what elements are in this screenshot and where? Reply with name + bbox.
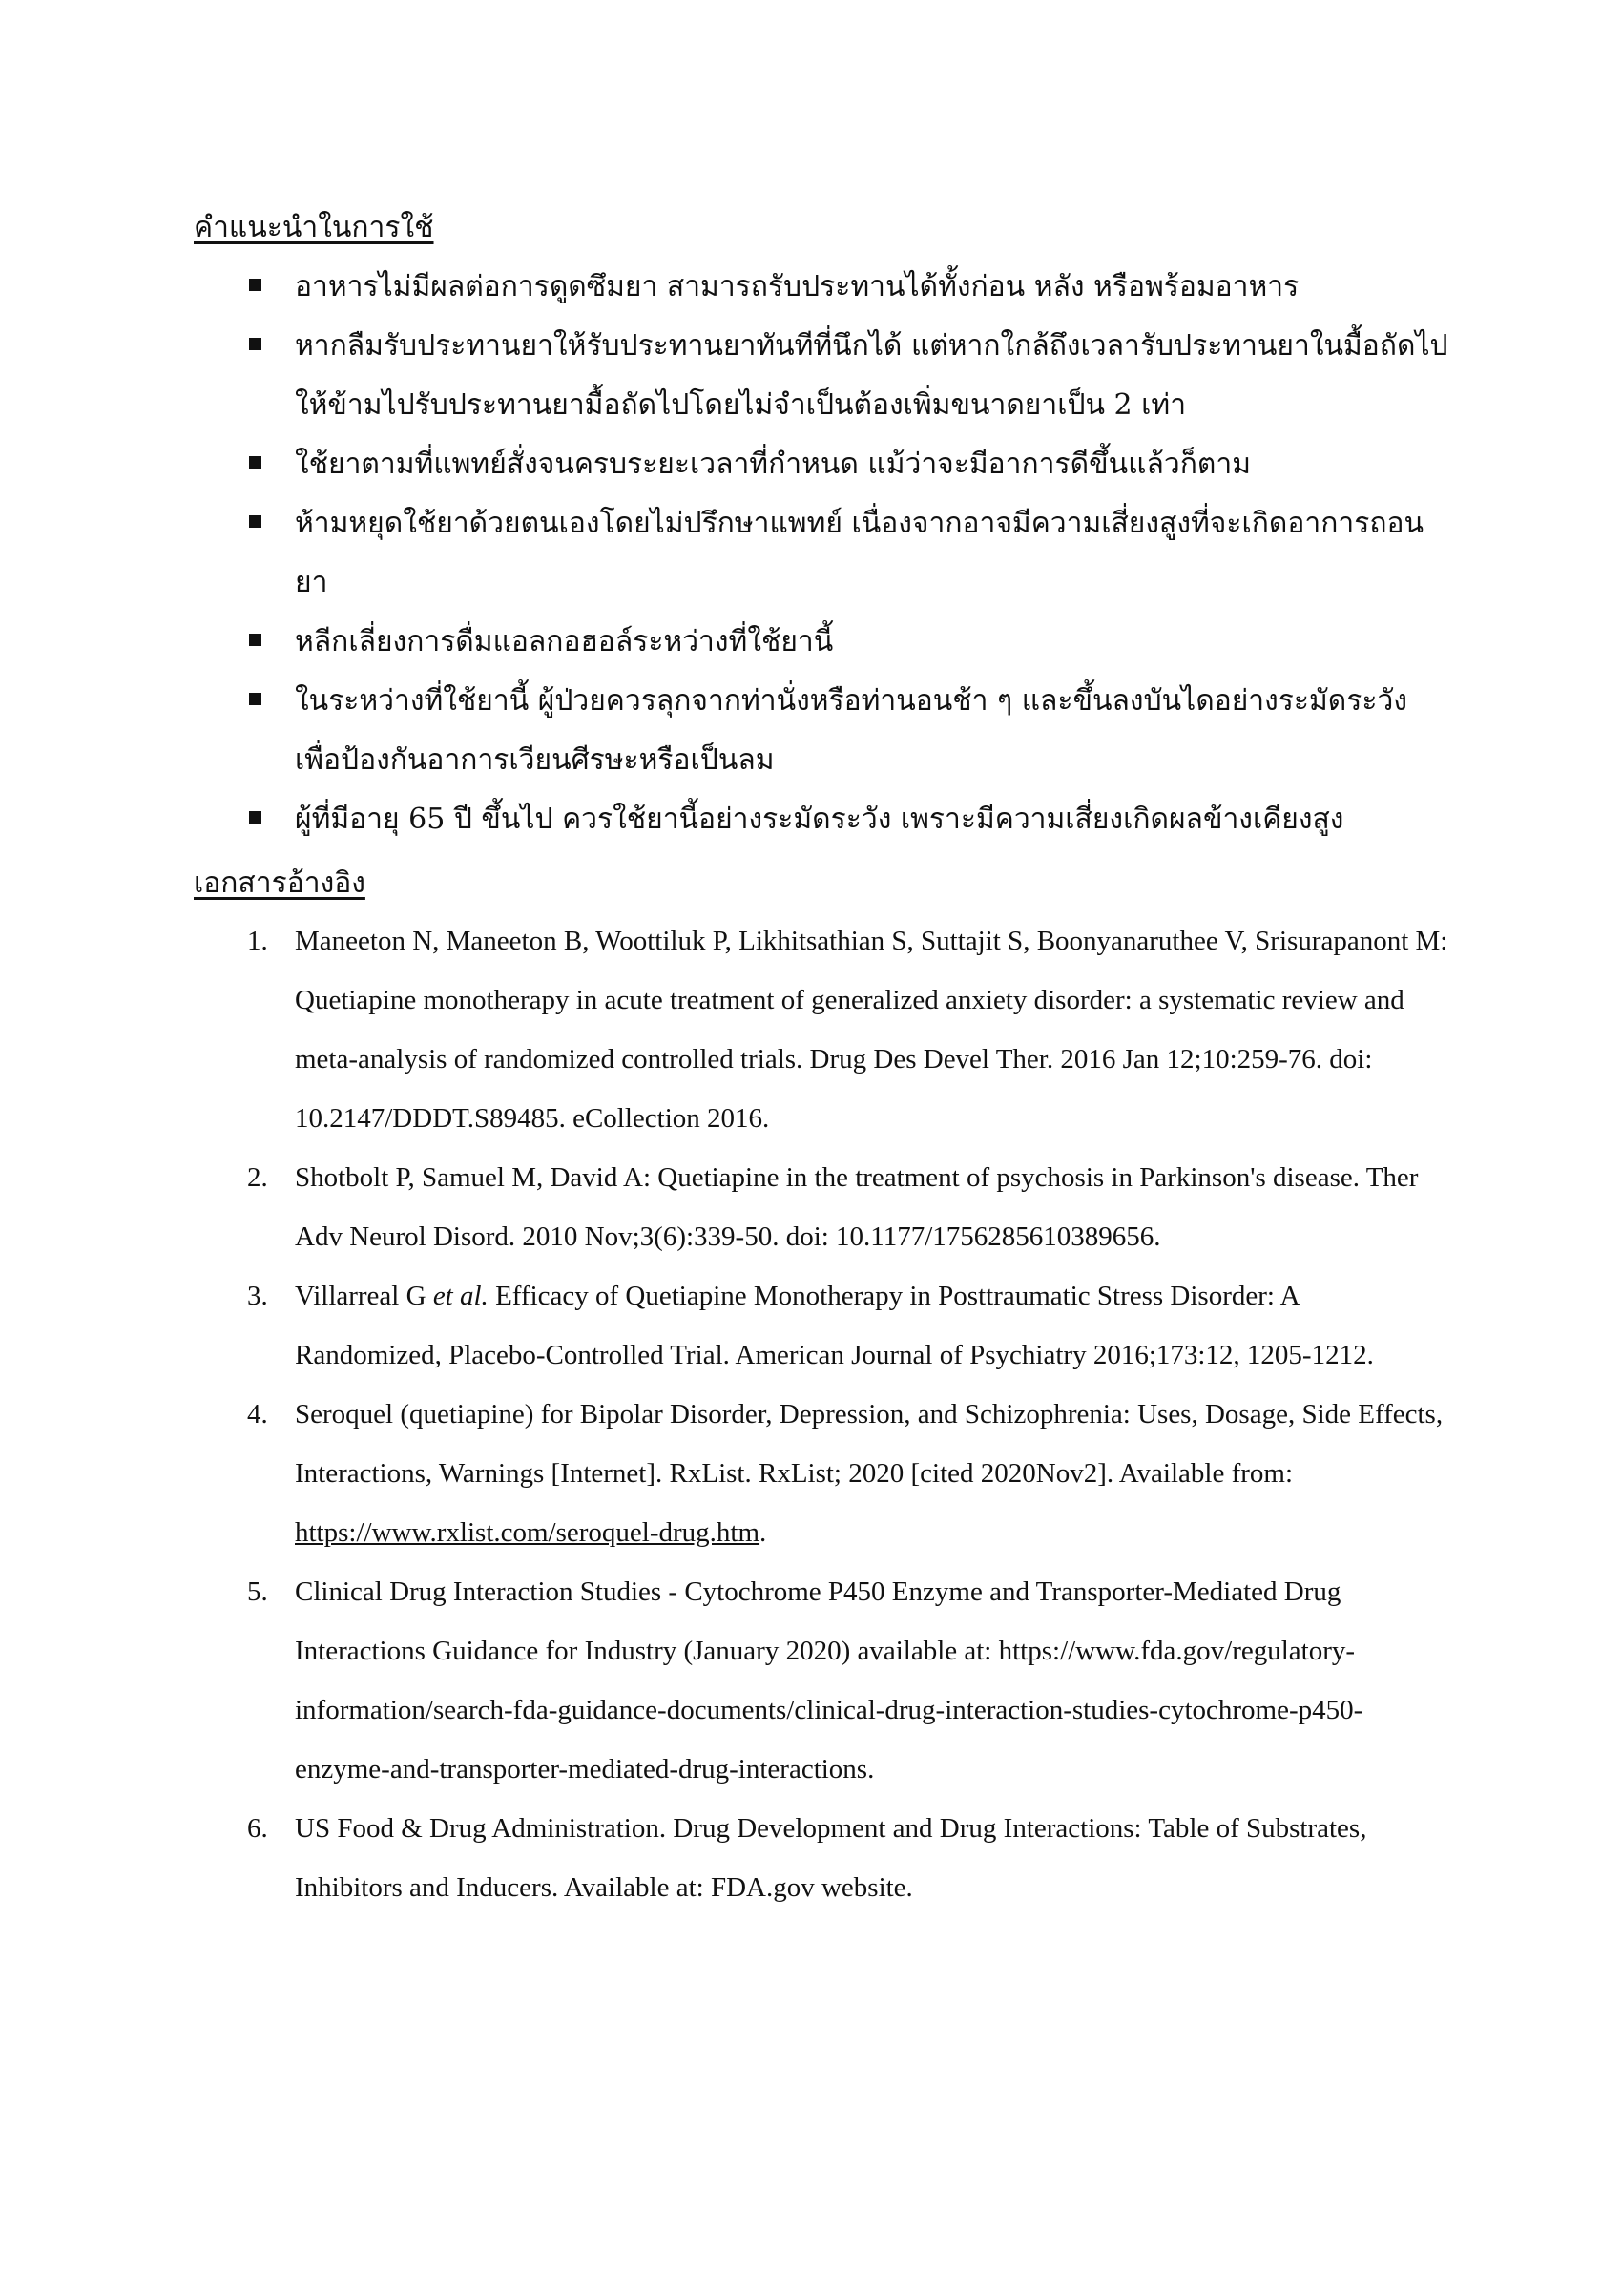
reference-item [247,1799,1449,1917]
square-bullet-icon [249,456,261,469]
reference-text-lead: Villarreal G [295,1281,433,1311]
reference-number: 2. [247,1162,268,1193]
reference-text-rest: Efficacy of Quetiapine Monotherapy in Posttraumatic Stress Disorder: A Randomized, Placebo-Controlled Trial. American Journal of Psychiatry 2016;173:12, 1205-1212. [295,1281,1374,1370]
rxlist-link[interactable]: https://www.rxlist.com/seroquel-drug.htm [295,1517,760,1548]
square-bullet-icon [249,634,261,646]
reference-number: 1. [247,926,268,956]
references-list [247,911,1449,1917]
usage-item-text: อาหารไม่มีผลต่อการดูดซึมยา สามารถรับประทานได้ทั้งก่อน หลัง หรือพร้อมอาหาร [295,270,1300,303]
reference-number: 3. [247,1281,268,1311]
usage-item-text: ผู้ที่มีอายุ 65 ปี ขึ้นไป ควรใช้ยานี้อย่างระมัดระวัง เพราะมีความเสี่ยงเกิดผลข้างเคียงสูง [295,803,1344,836]
usage-item-text: ใช้ยาตามที่แพทย์สั่งจนครบระยะเวลาที่กำหนด แม้ว่าจะมีอาการดีขึ้นแล้วก็ตาม [295,448,1251,481]
usage-item-text: ห้ามหยุดใช้ยาด้วยตนเองโดยไม่ปรึกษาแพทย์ เนื่องจากอาจมีความเสี่ยงสูงที่จะเกิดอาการถอนยา [295,507,1424,599]
usage-item-text: หากลืมรับประทานยาให้รับประทานยาทันทีที่นึกได้ แต่หากใกล้ถึงเวลารับประทานยาในมื้อถัดไป ให้ข้ามไปรับประทานยามื้อถัดไปโดยไม่จำเป็นต้องเพิ่มขนาดยาเป็น 2 เท่า [295,329,1448,422]
reference-text: US Food & Drug Administration. Drug Development and Drug Interactions: Table of Substrates, Inhibitors and Inducers. Available at: FDA.gov website. [295,1813,1367,1903]
reference-number: 5. [247,1576,268,1607]
usage-list [247,258,1449,849]
square-bullet-icon [249,338,261,350]
usage-heading: คำแนะนำในการใช้ [194,211,434,244]
usage-item [247,258,1449,317]
usage-item [247,790,1449,849]
reference-number: 6. [247,1813,268,1844]
square-bullet-icon [249,515,261,528]
reference-text: Shotbolt P, Samuel M, David A: Quetiapine in the treatment of psychosis in Parkinson's disease. Ther Adv Neurol Disord. 2010 Nov;3(6):339-50. doi: 10.1177/1756285610389656. [295,1162,1419,1252]
reference-item [247,1148,1449,1266]
reference-tail: . [759,1517,767,1548]
reference-text: Clinical Drug Interaction Studies - Cytochrome P450 Enzyme and Transporter-Mediated Drug Interactions Guidance for Industry (January 2020) available at: https://www.fda.gov/regulatory-information/search-fda-guidance-documents/clinical-drug-interaction-studies-cytochrome-p450-enzyme-and-transporter-mediated-drug-interactions. [295,1576,1363,1785]
reference-item [247,1266,1449,1385]
usage-item [247,435,1449,494]
references-heading: เอกสารอ้างอิง [194,866,365,900]
square-bullet-icon [249,811,261,824]
reference-number: 4. [247,1399,268,1430]
usage-item-text: ในระหว่างที่ใช้ยานี้ ผู้ป่วยควรลุกจากท่านั่งหรือท่านอนช้า ๆ และขึ้นลงบันไดอย่างระมัดระวัง เพื่อป้องกันอาการเวียนศีรษะหรือเป็นลม [295,684,1407,777]
reference-item [247,1562,1449,1799]
reference-item [247,1385,1449,1562]
usage-item-text: หลีกเลี่ยงการดื่มแอลกอฮอล์ระหว่างที่ใช้ยานี้ [295,625,834,658]
square-bullet-icon [249,693,261,705]
usage-item [247,317,1449,435]
square-bullet-icon [249,279,261,291]
usage-item [247,672,1449,790]
reference-text: Seroquel (quetiapine) for Bipolar Disorder, Depression, and Schizophrenia: Uses, Dosage, Side Effects, Interactions, Warnings [Internet]. RxList. RxList; 2020 [cited 2020Nov2]. Available from: [295,1399,1444,1489]
reference-text: Maneeton N, Maneeton B, Woottiluk P, Likhitsathian S, Suttajit S, Boonyanaruthee V, Srisurapanont M: Quetiapine monotherapy in acute treatment of generalized anxiety disorder: a systematic review and meta-analysis of randomized controlled trials. Drug Des Devel Ther. 2016 Jan 12;10:259-76. doi: 10.2147/DDDT.S89485. eCollection 2016. [295,926,1448,1134]
reference-item [247,911,1449,1148]
reference-et-al: et al. [432,1281,489,1311]
usage-item [247,613,1449,672]
usage-item [247,494,1449,613]
